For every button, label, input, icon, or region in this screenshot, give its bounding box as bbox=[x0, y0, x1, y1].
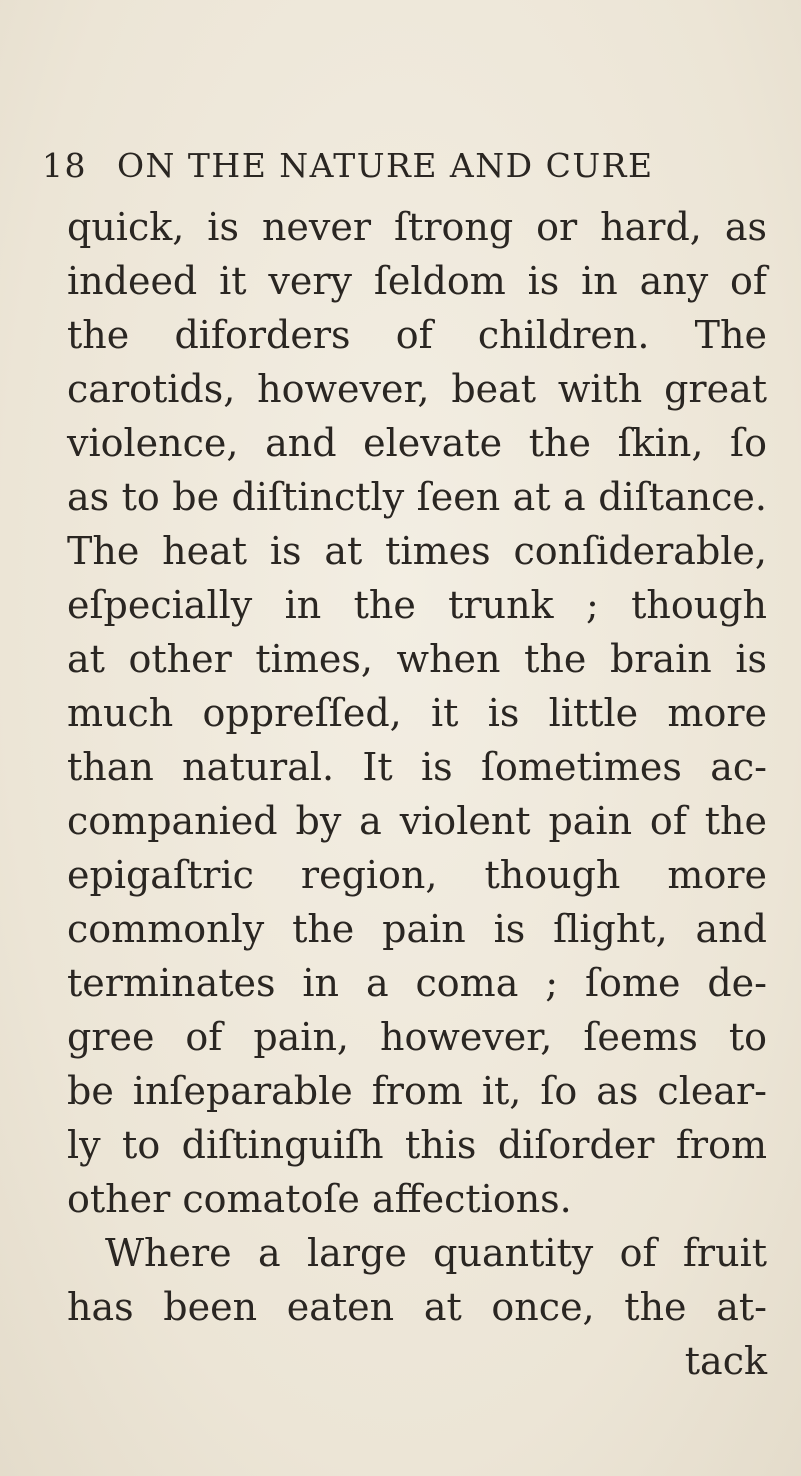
text-line: commonly the pain is ſlight, and bbox=[67, 907, 767, 951]
text-line: as to be diſtinctly ſeen at a diſtance. bbox=[67, 475, 767, 519]
text-line: quick, is never ſtrong or hard, as bbox=[67, 205, 767, 249]
page-header bbox=[42, 146, 762, 202]
text-line: eſpecially in the trunk ; though bbox=[67, 583, 767, 627]
text-line: epigaſtric region, though more bbox=[67, 853, 767, 897]
text-line: violence, and elevate the ſkin, ſo bbox=[67, 421, 767, 465]
text-line: the diforders of children. The bbox=[67, 313, 767, 357]
running-head: ON THE NATURE AND CURE bbox=[117, 146, 654, 185]
text-line: indeed it very ſeldom is in any of bbox=[67, 259, 767, 303]
body-text bbox=[67, 200, 767, 1388]
text-line: at other times, when the brain is bbox=[67, 637, 767, 681]
text-line: other comatoſe affections. bbox=[67, 1177, 572, 1221]
page-number: 18 bbox=[42, 146, 87, 185]
text-line: companied by a violent pain of the bbox=[67, 799, 767, 843]
paragraph-start-line: Where a large quantity of fruit bbox=[105, 1231, 767, 1275]
text-line: ly to diſtinguiſh this diſorder from bbox=[67, 1123, 767, 1167]
text-line: has been eaten at once, the at- bbox=[67, 1285, 767, 1329]
catchword: tack bbox=[684, 1339, 767, 1383]
text-line: than natural. It is ſometimes ac- bbox=[67, 745, 767, 789]
text-line: much oppreſſed, it is little more bbox=[67, 691, 767, 735]
text-line: be inſeparable from it, ſo as clear- bbox=[67, 1069, 767, 1113]
text-line: gree of pain, however, ſeems to bbox=[67, 1015, 767, 1059]
text-line: terminates in a coma ; ſome de- bbox=[67, 961, 767, 1005]
text-line: carotids, however, beat with great bbox=[67, 367, 767, 411]
text-line: The heat is at times conſiderable, bbox=[67, 529, 767, 573]
